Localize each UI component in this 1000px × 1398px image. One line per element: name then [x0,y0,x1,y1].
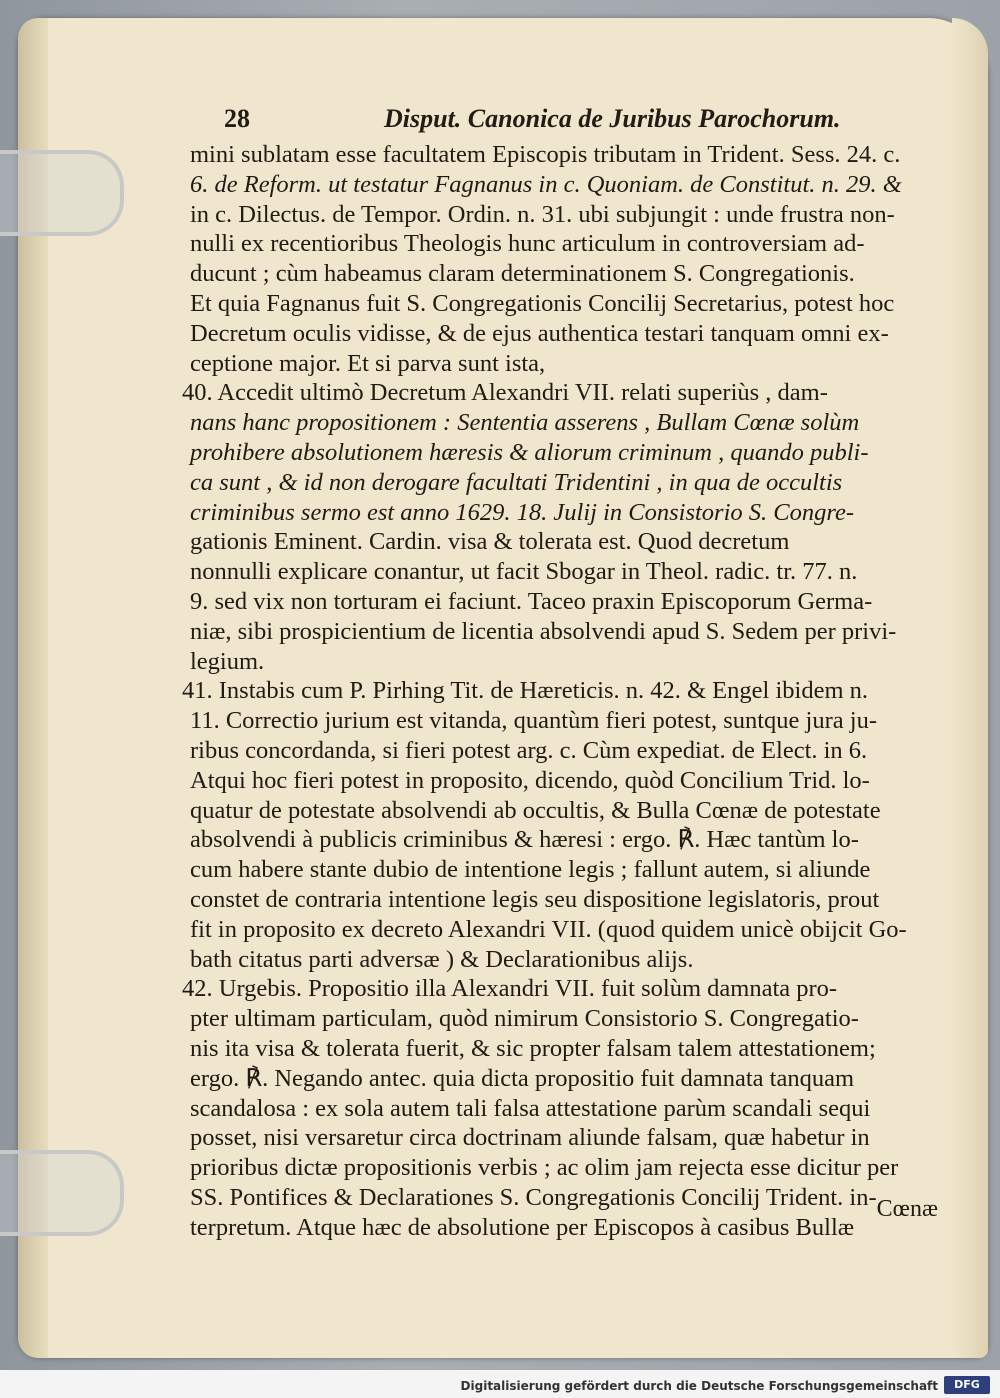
dfg-logo: DFG [944,1376,990,1394]
page-header [200,104,960,140]
text-line: cum habere stante dubio de intentione legis ; fallunt autem, si aliunde [190,856,871,884]
text-line: in c. Dilectus. de Tempor. Ordin. n. 31. ubi subjungit : unde frustra non- [190,200,895,228]
text-line: nonnulli explicare conantur, ut facit Sbogar in Theol. radic. tr. 77. n. [190,558,858,586]
text-line: terpretum. Atque hæc de absolutione per Episcopos à casibus Bullæ [190,1213,855,1241]
text-line: bath citatus parti adversæ ) & Declarationibus alijs. [190,945,694,973]
text-line: SS. Pontifices & Declarationes S. Congregationis Concilij Trident. in- [190,1183,877,1211]
text-line: posset, nisi versaretur circa doctrinam aliunde falsam, quæ habetur in [190,1124,870,1152]
text-line: Et quia Fagnanus fuit S. Congregationis Concilij Secretarius, potest hoc [190,289,895,317]
text-line: nans hanc propositionem : Sententia asserens , Bullam Cœnæ solùm [190,409,860,437]
funding-credit: Digitalisierung gefördert durch die Deutsche Forschungsgemeinschaft [460,1379,938,1393]
text-line: ribus concordanda, si fieri potest arg. c. Cùm expediat. de Elect. in 6. [190,736,868,764]
text-line: ceptione major. Et si parva sunt ista, [190,349,546,377]
page-number: 28 [224,104,250,133]
body-text [182,140,960,1241]
text-line: mini sublatam esse facultatem Episcopis tributam in Trident. Sess. 24. c. [190,141,901,168]
text-line: scandalosa : ex sola autem tali falsa attestatione parùm scandali sequi [190,1094,871,1122]
running-title: Disput. Canonica de Juribus Parochorum. [384,104,841,133]
text-line: 11. Correctio jurium est vitanda, quantùm fieri potest, suntque jura ju- [190,707,877,735]
text-line: ergo. ℟. Negando antec. quia dicta propositio fuit damnata tanquam [190,1064,855,1092]
text-line: 6. de Reform. ut testatur Fagnanus in c. Quoniam. de Constitut. n. 29. & [190,170,902,198]
footer-bar [0,1370,1000,1398]
paragraph-42-start: 42. Urgebis. Propositio illa Alexandri VII. fuit solùm damnata pro- [182,975,838,1003]
paragraph-41-start: 41. Instabis cum P. Pirhing Tit. de Hæreticis. n. 42. & Engel ibidem n. [182,677,868,705]
text-line: nulli ex recentioribus Theologis hunc articulum in controversiam ad- [190,230,865,258]
text-line: criminibus sermo est anno 1629. 18. Julij in Consistorio S. Congre- [190,498,855,526]
text-line: constet de contraria intentione legis seu dispositione legislatoris, prout [190,885,880,913]
text-line: ca sunt , & id non derogare facultati Tridentini , in qua de occultis [190,468,843,496]
text-line: nis ita visa & tolerata fuerit, & sic propter falsam talem attestationem; [190,1034,876,1062]
clamp-bottom [0,1150,124,1236]
text-line: prohibere absolutionem hæresis & aliorum criminum , quando publi- [190,438,869,466]
catchword: Cœnæ [876,1196,938,1222]
paragraph-40-start: 40. Accedit ultimò Decretum Alexandri VII. relati superiùs , dam- [182,379,828,407]
text-line: prioribus dictæ propositionis verbis ; ac olim jam rejecta esse dicitur per [190,1154,899,1182]
text-line: Atqui hoc fieri potest in proposito, dicendo, quòd Concilium Trid. lo- [190,766,870,794]
text-line: ducunt ; cùm habeamus claram determinationem S. Congregationis. [190,260,855,288]
text-line: absolvendi à publicis criminibus & hæresi : ergo. ℟. Hæc tantùm lo- [190,826,859,854]
text-line: gationis Eminent. Cardin. visa & tolerata est. Quod decretum [190,528,790,556]
text-line: 9. sed vix non torturam ei faciunt. Taceo praxin Episcoporum Germa- [190,587,873,615]
text-line: fit in proposito ex decreto Alexandri VII. (quod quidem unicè obijcit Go- [190,915,907,943]
text-line: niæ, sibi prospicientium de licentia absolvendi apud S. Sedem per privi- [190,617,897,645]
text-line: quatur de potestate absolvendi ab occultis, & Bulla Cœnæ de potestate [190,796,881,824]
text-line: legium. [190,647,265,675]
text-line: Decretum oculis vidisse, & de ejus authentica testari tanquam omni ex- [190,319,889,347]
clamp-top [0,150,124,236]
text-line: pter ultimam particulam, quòd nimirum Consistorio S. Congregatio- [190,1005,859,1033]
